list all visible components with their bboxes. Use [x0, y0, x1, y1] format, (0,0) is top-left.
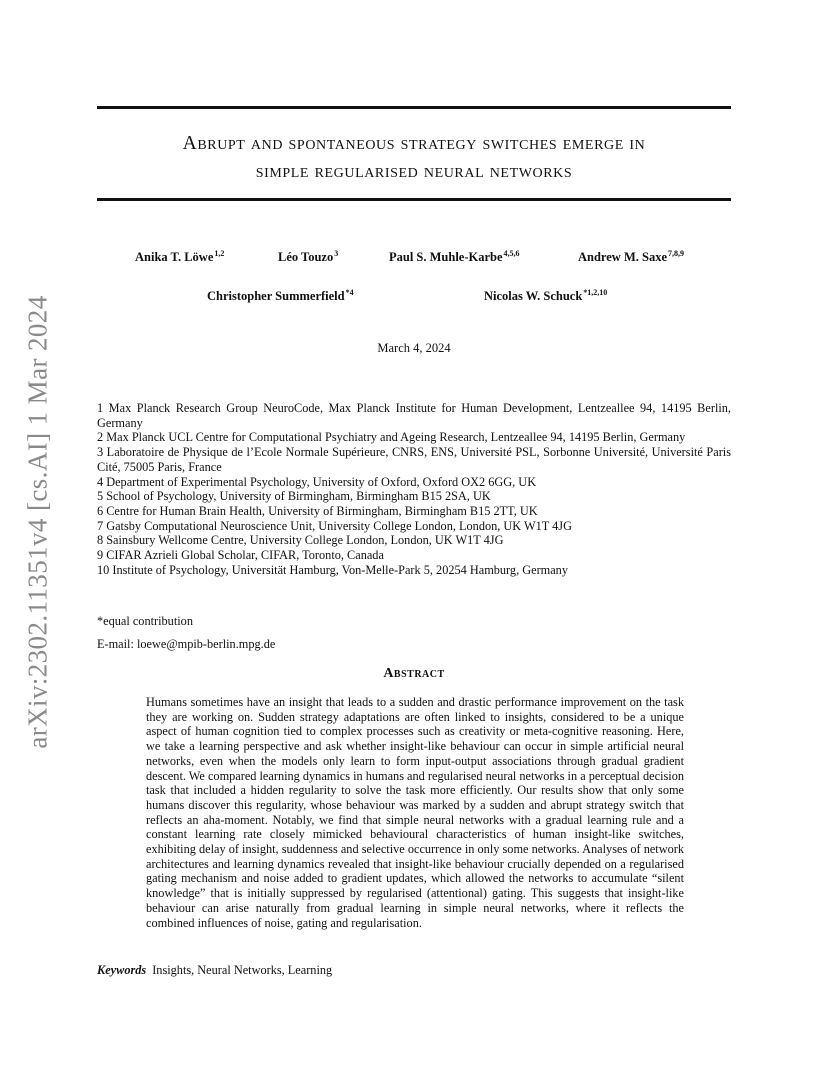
affiliation-item: 6 Centre for Human Brain Health, University of Birmingham, Birmingham B15 2TT, UK — [97, 503, 538, 518]
abstract-text: Humans sometimes have an insight that leads to a sudden and drastic performance improvement on the task they are working on. Sudden strategy adaptations are often linked to insights, considered to be a unique aspect of human cognition tied to complex processes such as creativity or meta-cognitive reasoning. Here, we take a learning perspective and ask whether insight-like behaviour can occur in simple artificial neural networks, even when the models only learn to form input-output associations through gradual gradient descent. We compared learning dynamics in humans and regularised neural networks in a perceptual decision task that included a hidden regularity to solve the task more efficiently. Our results show that only some humans discover this regularity, whose behaviour was marked by a sudden and abrupt strategy switch that reflects an aha-moment. Notably, we find that simple neural networks with a gradual learning rule and a constant learning rate closely mimicked behavioural characteristics of human insight-like switches, exhibiting delay of insight, suddenness and selective occurrence in only some networks. Analyses of network architectures and learning dynamics revealed that insight-like behaviour crucially depended on a regularised gating mechanism and noise added to gradient updates, which allowed the networks to accumulate “silent knowledge” that is initially suppressed by regularised (attentional) gating. This suggests that insight-like behaviour can arise naturally from gradual learning in simple neural networks, where it reflects the combined influences of noise, gating and regularisation. — [146, 695, 684, 930]
author-name: Léo Touzo — [278, 250, 334, 264]
affiliation-list — [97, 401, 731, 577]
author-affiliation-marks: 1,2 — [214, 249, 225, 258]
top-rule — [97, 106, 731, 109]
author-affiliation-marks: 4,5,6 — [503, 249, 520, 258]
author-name: Anika T. Löwe — [135, 250, 214, 264]
author — [278, 249, 338, 265]
author — [484, 288, 607, 304]
bottom-rule — [97, 198, 731, 201]
keywords-list: Insights, Neural Networks, Learning — [152, 963, 333, 977]
title-line-1: Abrupt and spontaneous strategy switches emerge in — [182, 133, 646, 154]
affiliation-item: 2 Max Planck UCL Centre for Computational Psychiatry and Ageing Research, Lentzeallee 94, 14195 Berlin, Germany — [97, 430, 686, 445]
author-affiliation-marks: *4 — [345, 288, 354, 297]
affiliation-item: 8 Sainsbury Wellcome Centre, University College London, London, UK W1T 4JG — [97, 533, 504, 548]
author-name: Nicolas W. Schuck — [484, 289, 583, 303]
affiliation-item: 7 Gatsby Computational Neuroscience Unit, University College London, London, UK W1T 4JG — [97, 518, 572, 533]
author-name: Paul S. Muhle-Karbe — [389, 250, 503, 264]
publication-date: March 4, 2024 — [377, 341, 451, 355]
abstract-heading: Abstract — [383, 666, 445, 681]
paper-title — [97, 130, 731, 186]
affiliation-item: 10 Institute of Psychology, Universität Hamburg, Von-Melle-Park 5, 20254 Hamburg, Germany — [97, 562, 568, 577]
title-line-2: simple regularised neural networks — [255, 161, 573, 182]
affiliation-item: 9 CIFAR Azrieli Global Scholar, CIFAR, Toronto, Canada — [97, 548, 384, 563]
author — [135, 249, 224, 265]
arxiv-identifier: arXiv:2302.11351v4 [cs.AI] 1 Mar 2024 — [22, 295, 53, 749]
affiliation-item: 3 Laboratoire de Physique de l’Ecole Normale Supérieure, CNRS, ENS, Université PSL, Sorbonne Université, Université Paris Cité, 75005 Paris, France — [97, 445, 731, 474]
author-affiliation-marks: 3 — [334, 249, 339, 258]
affiliation-item: 1 Max Planck Research Group NeuroCode, Max Planck Institute for Human Development, Lentzeallee 94, 14195 Berlin, Germany — [97, 401, 731, 430]
keywords-label: Keywords — [97, 963, 147, 977]
author-affiliation-marks: *1,2,10 — [583, 288, 608, 297]
author-name: Christopher Summerfield — [207, 289, 345, 303]
contact-email: E-mail: loewe@mpib-berlin.mpg.de — [97, 637, 276, 651]
author — [207, 288, 354, 304]
author — [578, 249, 684, 265]
affiliation-item: 4 Department of Experimental Psychology, University of Oxford, Oxford OX2 6GG, UK — [97, 474, 537, 489]
keywords-line — [97, 963, 332, 978]
author-affiliation-marks: 7,8,9 — [668, 249, 685, 258]
author-name: Andrew M. Saxe — [578, 250, 668, 264]
affiliation-item: 5 School of Psychology, University of Birmingham, Birmingham B15 2SA, UK — [97, 489, 491, 504]
author — [389, 249, 520, 265]
equal-contribution-note: *equal contribution — [97, 614, 193, 628]
